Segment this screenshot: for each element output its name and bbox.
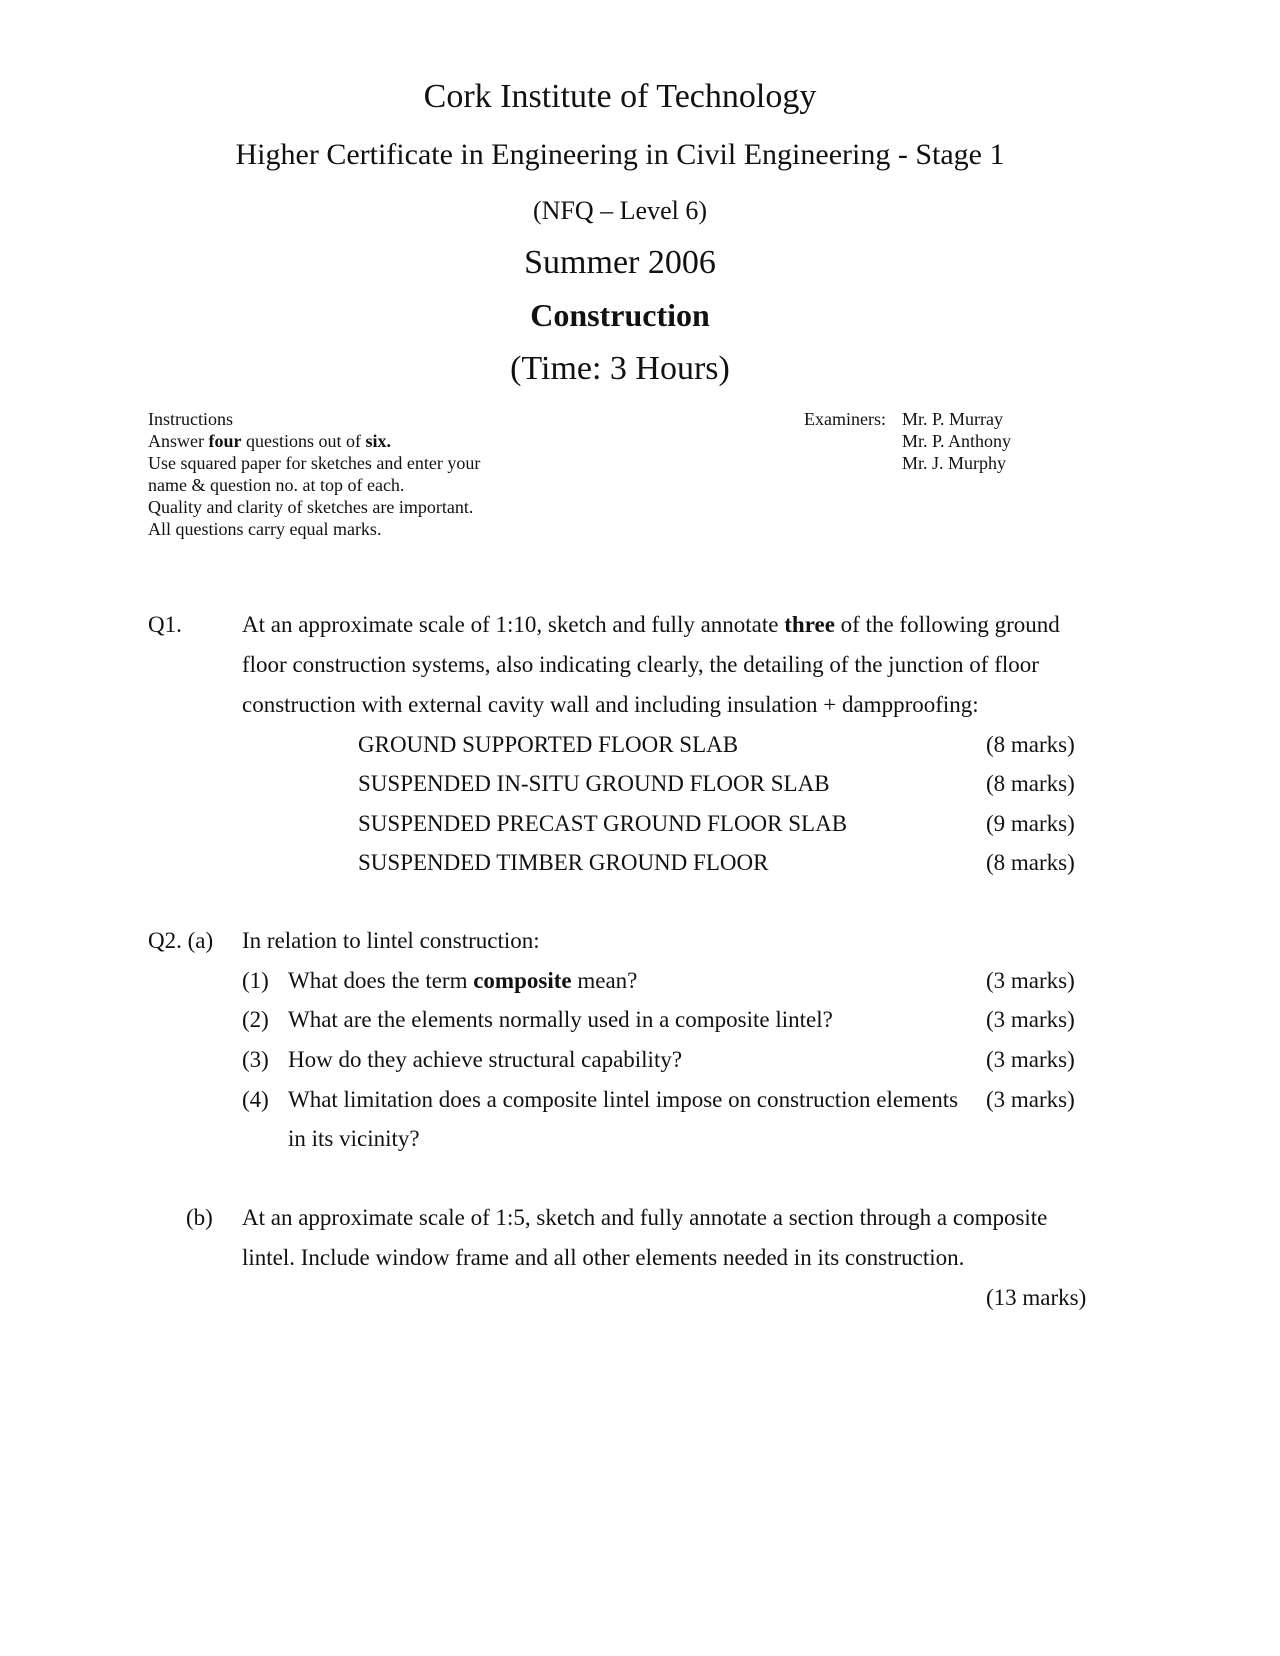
programme-title: Higher Certificate in Engineering in Civil Engineering - Stage 1 (235, 138, 1005, 171)
marks-label: (8 marks) (986, 850, 1075, 875)
examiner-name: Mr. P. Murray (902, 409, 1004, 429)
sub-question-text: What are the elements normally used in a composite lintel? (288, 1007, 833, 1032)
marks-label: (13 marks) (986, 1285, 1087, 1310)
institute-title: Cork Institute of Technology (423, 78, 817, 115)
instructions-block (148, 408, 480, 540)
question-text: At an approximate scale of 1:5, sketch and fully annotate a section through a composite (242, 1205, 1048, 1230)
question-number: Q2. (a) (148, 928, 214, 953)
instruction-line: Quality and clarity of sketches are important. (148, 497, 474, 517)
instructions-heading: Instructions (148, 409, 233, 429)
floor-option: SUSPENDED TIMBER GROUND FLOOR (358, 850, 769, 875)
marks-label: (3 marks) (986, 1087, 1075, 1112)
question-text: lintel. Include window frame and all other elements needed in its construction. (242, 1245, 965, 1270)
marks-label: (3 marks) (986, 968, 1075, 993)
sub-question-number: (3) (242, 1047, 269, 1072)
question-number: Q1. (148, 612, 182, 637)
marks-label: (8 marks) (986, 771, 1075, 796)
sub-question-number: (2) (242, 1007, 269, 1032)
nfq-level: (NFQ – Level 6) (532, 196, 707, 225)
question-text: floor construction systems, also indicating clearly, the detailing of the junction of floor (242, 652, 1039, 677)
part-label: (b) (186, 1205, 213, 1230)
marks-label: (8 marks) (986, 732, 1075, 757)
sub-question-text: How do they achieve structural capability? (288, 1047, 683, 1072)
instruction-line: All questions carry equal marks. (148, 519, 382, 539)
examiner-name: Mr. J. Murphy (902, 453, 1007, 473)
sub-question-number: (1) (242, 968, 269, 993)
exam-session: Summer 2006 (524, 244, 716, 281)
sub-question-text: What limitation does a composite lintel impose on construction elements (288, 1087, 959, 1112)
examiners-label: Examiners: (804, 409, 886, 429)
floor-option: SUSPENDED IN-SITU GROUND FLOOR SLAB (358, 771, 830, 796)
marks-label: (9 marks) (986, 811, 1075, 836)
question-text: At an approximate scale of 1:10, sketch and fully annotate three of the following ground (242, 612, 1060, 637)
question-text: construction with external cavity wall and including insulation + dampproofing: (242, 692, 979, 717)
instruction-line: name & question no. at top of each. (148, 475, 405, 495)
sub-question-text: in its vicinity? (288, 1126, 420, 1151)
marks-label: (3 marks) (986, 1007, 1075, 1032)
instruction-line: Answer four questions out of six. (148, 431, 392, 451)
sub-question-text: What does the term composite mean? (288, 968, 638, 993)
floor-option: GROUND SUPPORTED FLOOR SLAB (358, 732, 739, 757)
examiners-block (804, 408, 1011, 474)
instruction-line: Use squared paper for sketches and enter your (148, 453, 481, 473)
subject-title: Construction (530, 297, 710, 333)
sub-question-number: (4) (242, 1087, 269, 1112)
marks-label: (3 marks) (986, 1047, 1075, 1072)
exam-duration: (Time: 3 Hours) (510, 350, 730, 387)
examiner-name: Mr. P. Anthony (902, 431, 1012, 451)
floor-option: SUSPENDED PRECAST GROUND FLOOR SLAB (358, 811, 848, 836)
question-text: In relation to lintel construction: (242, 928, 540, 953)
